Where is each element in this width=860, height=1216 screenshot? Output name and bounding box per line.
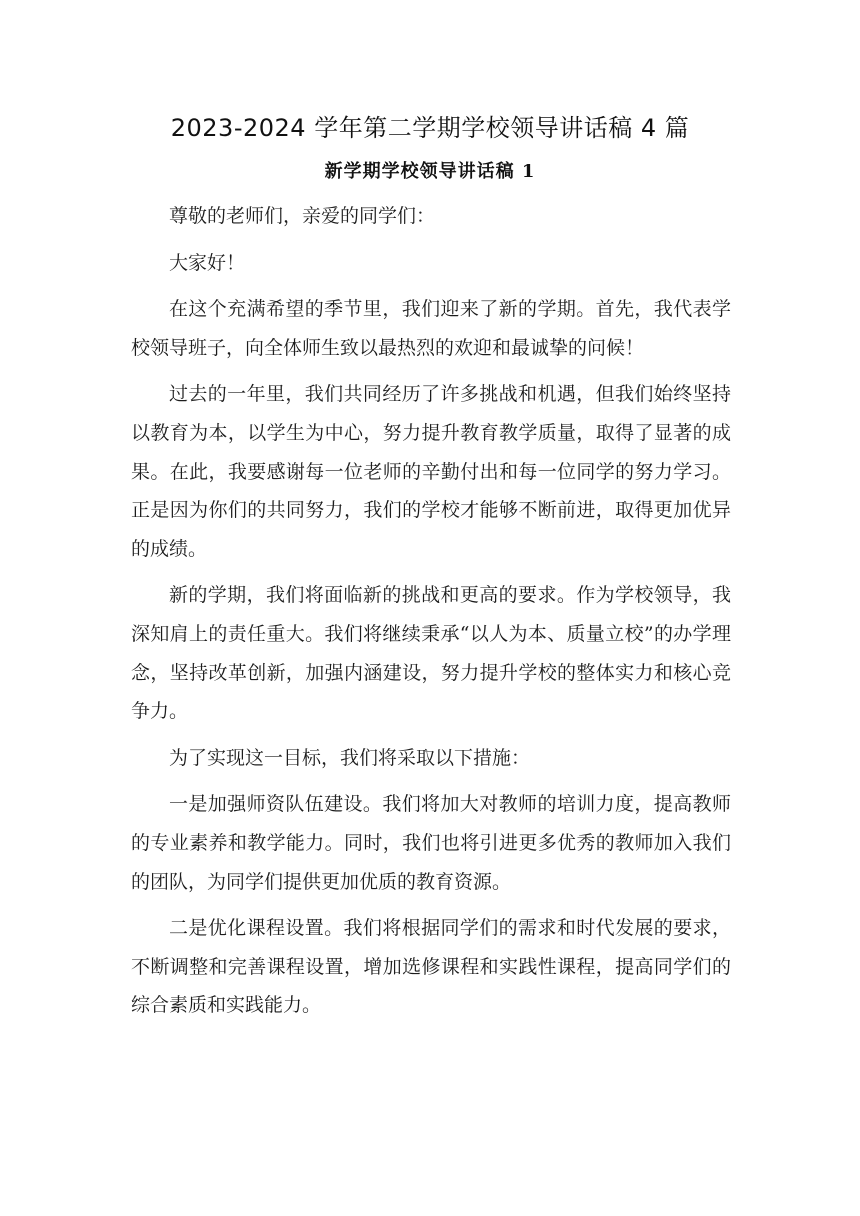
paragraph-salutation: 尊敬的老师们，亲爱的同学们： xyxy=(169,205,436,227)
document-subtitle: 新学期学校领导讲话稿 1 xyxy=(324,161,536,182)
document-title: 2023-2024 学年第二学期学校领导讲话稿 4 篇 xyxy=(170,114,690,142)
paragraph: 在这个充满希望的季节里，我们迎来了新的学期。首先，我代表学校领导班子，向全体师生致以最热烈的欢迎和最诚挚的问候！ xyxy=(131,298,731,359)
paragraph: 一是加强师资队伍建设。我们将加大对教师的培训力度，提高教师的专业素养和教学能力。同时，我们也将引进更多优秀的教师加入我们的团队，为同学们提供更加优质的教育资源。 xyxy=(131,793,731,893)
document-body xyxy=(131,197,731,1033)
paragraph: 二是优化课程设置。我们将根据同学们的需求和时代发展的要求，不断调整和完善课程设置，增加选修课程和实践性课程，提高同学们的综合素质和实践能力。 xyxy=(131,917,731,1017)
paragraph-greeting: 大家好！ xyxy=(169,251,246,274)
paragraph: 新的学期，我们将面临新的挑战和更高的要求。作为学校领导，我深知肩上的责任重大。我们将继续秉承“以人为本、质量立校”的办学理念，坚持改革创新，加强内涵建设，努力提升学校的整体实力和核心竞争力。 xyxy=(131,584,731,723)
paragraph: 过去的一年里，我们共同经历了许多挑战和机遇，但我们始终坚持以教育为本，以学生为中心，努力提升教育教学质量，取得了显著的成果。在此，我要感谢每一位老师的辛勤付出和每一位同学的努力学习。正是因为你们的共同努力，我们的学校才能够不断前进，取得更加优异的成绩。 xyxy=(131,383,731,560)
paragraph: 为了实现这一目标，我们将采取以下措施： xyxy=(169,746,531,769)
